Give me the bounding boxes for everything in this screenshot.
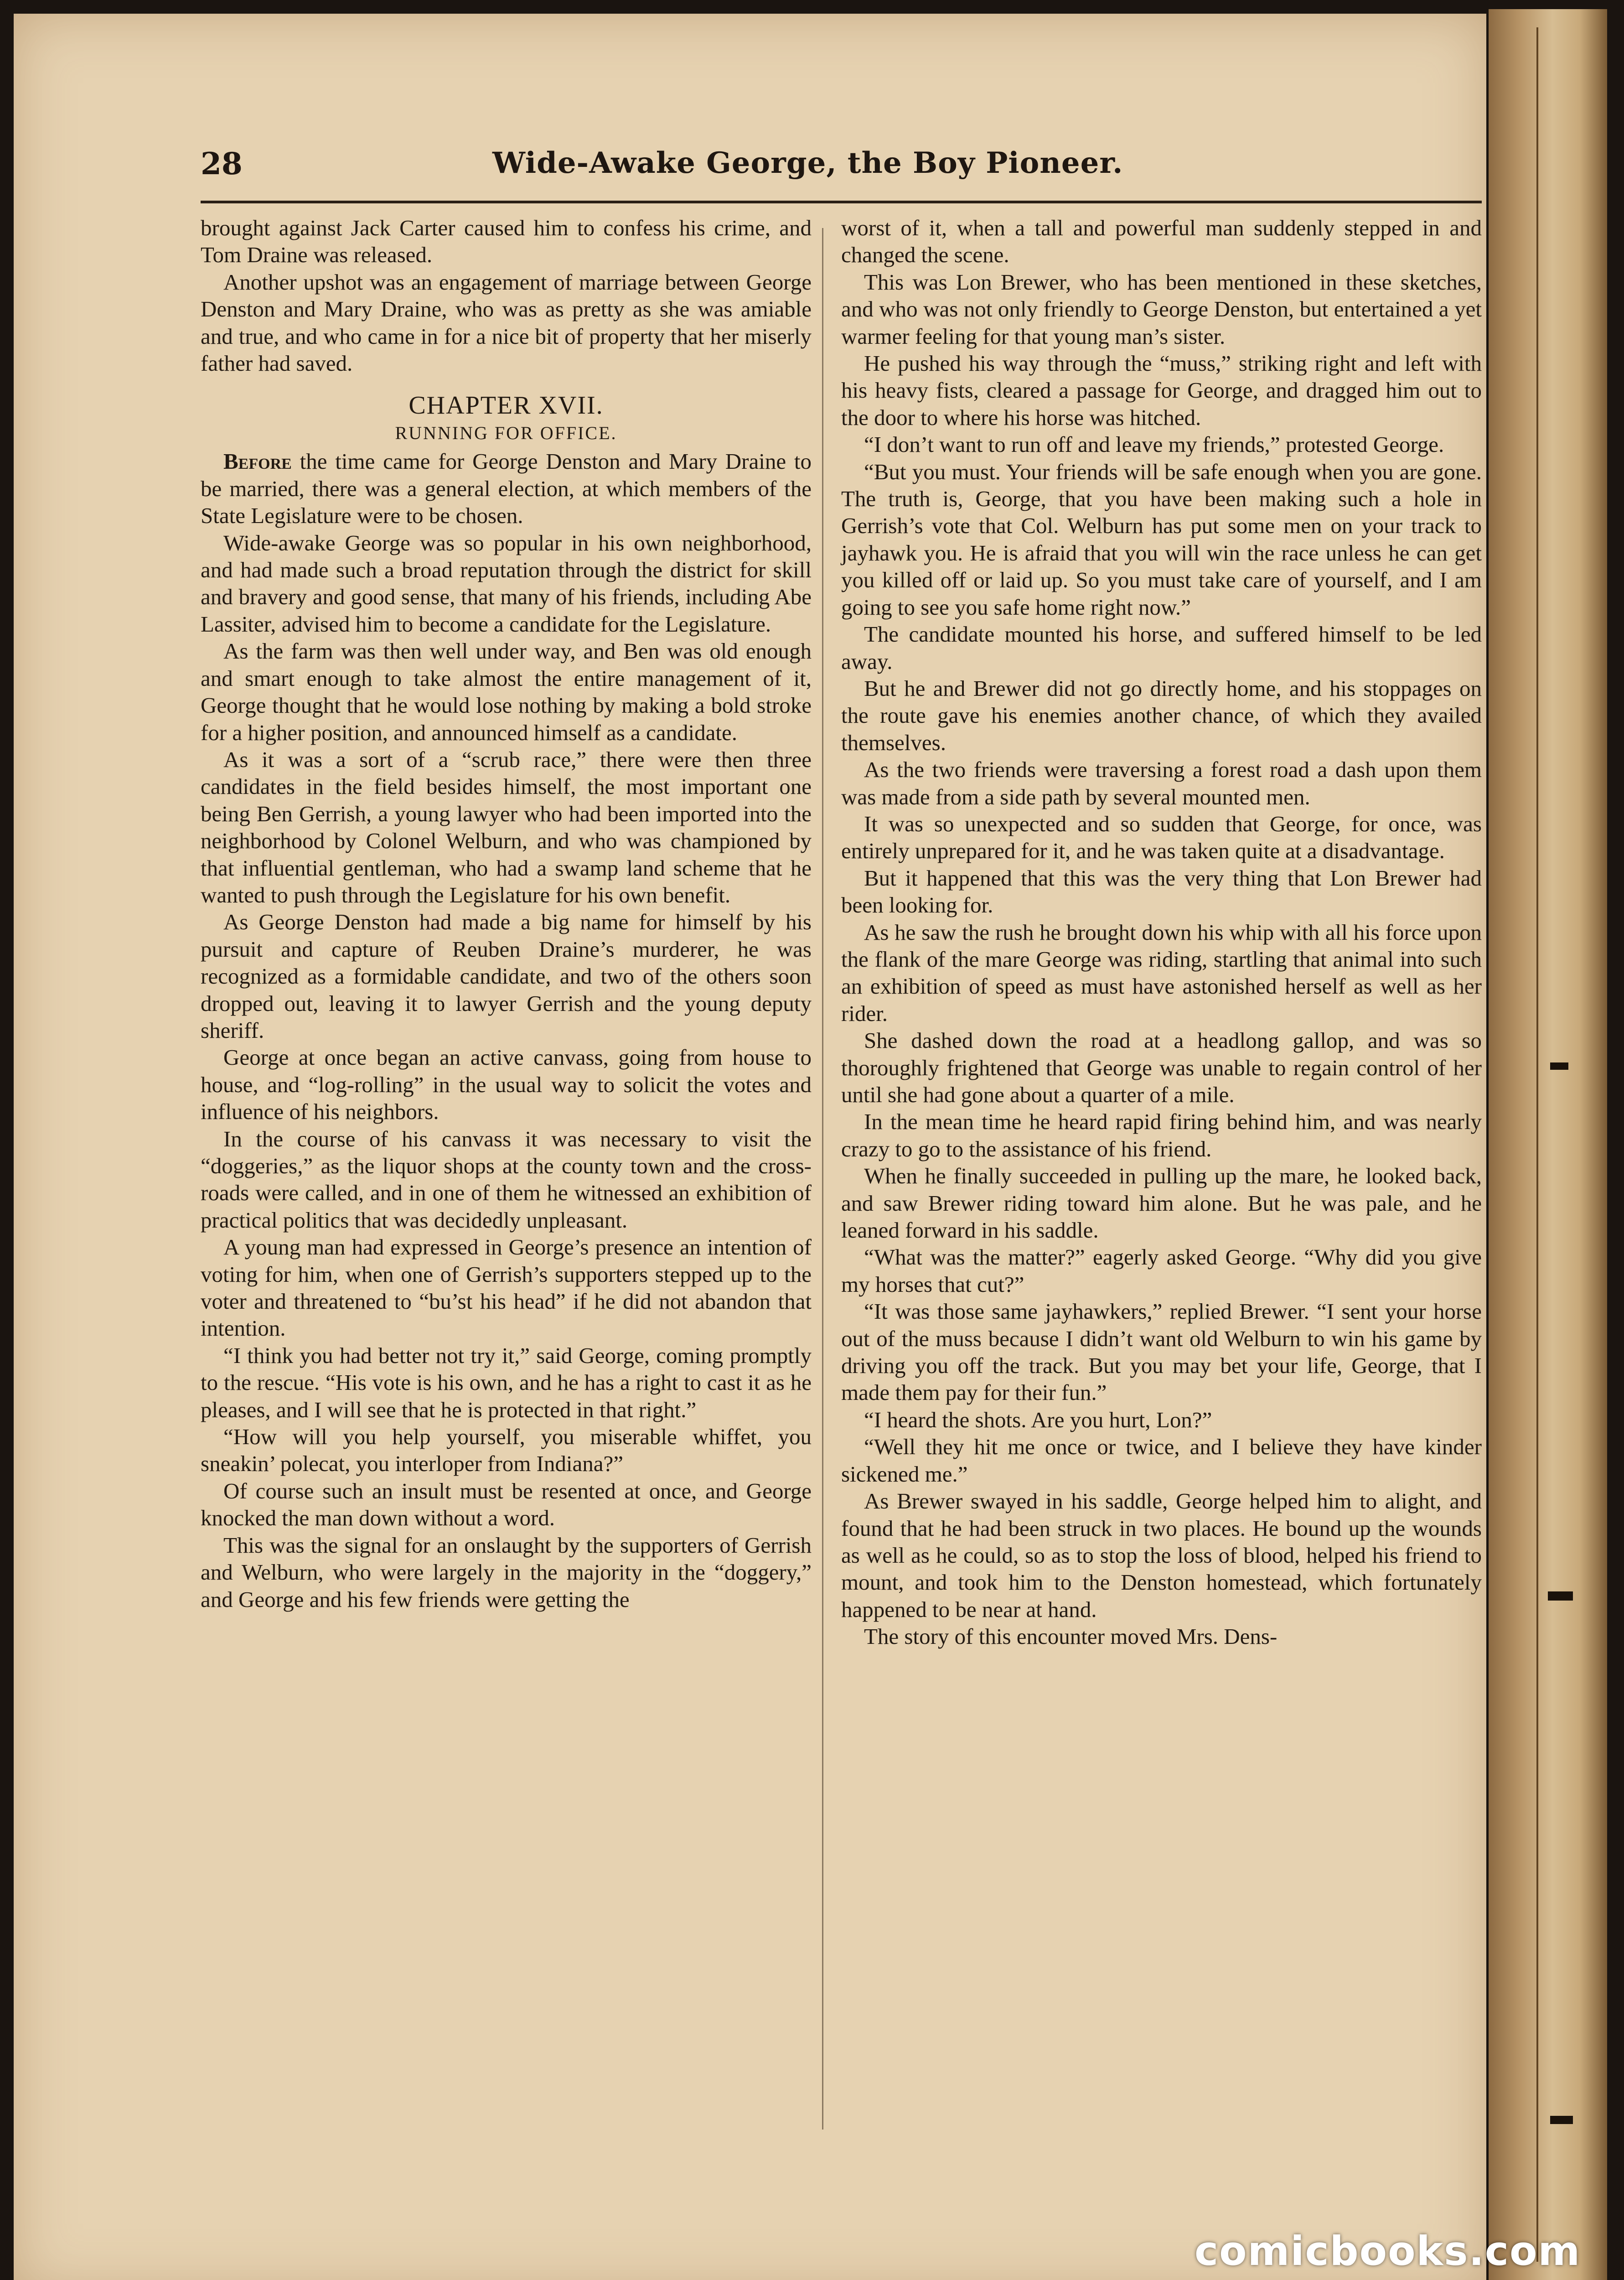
- paragraph: “How will you help yourself, you miserable whiffet, you sneakin’ polecat, you interloper from Indiana?”: [201, 1424, 812, 1477]
- paragraph: “I heard the shots. Are you hurt, Lon?”: [864, 1407, 1212, 1432]
- paragraph: It was so unexpected and so sudden that George, for once, was entirely unprepared for it, and he was taken quite at a disadvantage.: [841, 811, 1482, 864]
- paragraph: Another upshot was an engagement of marriage between George Denston and Mary Draine, who was as pretty as she was amiable and true, and who came in for a nice bit of property that her miserly father had saved.: [201, 269, 812, 376]
- paragraph: “I don’t want to run off and leave my friends,” protested George.: [864, 432, 1444, 457]
- paragraph: worst of it, when a tall and powerful man suddenly stepped in and changed the scene.: [841, 215, 1482, 268]
- paragraph: He pushed his way through the “muss,” striking right and left with his heavy fists, cleared a passage for George, and dragged him out to the door to where his horse was hitched.: [841, 351, 1482, 430]
- paragraph: This was Lon Brewer, who has been mentioned in these sketches, and who was not only friendly to George Denston, but entertained a yet warmer feeling for that young man’s sister.: [841, 269, 1482, 349]
- binding-stitch: [1550, 2116, 1573, 2124]
- fold-line: [1536, 27, 1538, 2262]
- paragraph: “It was those same jayhawkers,” replied Brewer. “I sent your horse out of the muss because I didn’t want old Welburn to win his game by driving you off the track. But you may bet your life, George, that I made them pay for their fun.”: [841, 1299, 1482, 1405]
- paragraph: As he saw the rush he brought down his whip with all his force upon the flank of the mare George was riding, startling that animal into such an exhibition of speed as must have astonished herself as well as her rider.: [841, 919, 1482, 1026]
- paragraph: [201, 448, 812, 529]
- drop-lead: Before: [223, 449, 292, 474]
- paragraph: This was the signal for an onslaught by the supporters of Gerrish and Welburn, who were largely in the majority in the “doggery,” and George and his few friends were getting the: [201, 1532, 812, 1612]
- paragraph: “What was the matter?” eagerly asked George. “Why did you give my horses that cut?”: [841, 1244, 1482, 1297]
- paragraph: Wide-awake George was so popular in his own neighborhood, and had made such a broad reputation through the district for skill and bravery and good sense, that many of his friends, including Abe Lassiter, advised him to become a candidate for the Legislature.: [201, 530, 812, 637]
- header-rule: [201, 201, 1482, 203]
- chapter-title: CHAPTER XVII.: [409, 391, 604, 420]
- paragraph: The candidate mounted his horse, and suffered himself to be led away.: [841, 622, 1482, 674]
- column-divider: [822, 228, 823, 2130]
- paragraph: A young man had expressed in George’s presence an intention of voting for him, when one of Gerrish’s supporters stepped up to the voter and threatened to “bu’st his head” if he did not abandon that intention.: [201, 1234, 812, 1341]
- binding-stitch: [1548, 1591, 1573, 1601]
- paragraph: As the two friends were traversing a forest road a dash upon them was made from a side path by several mounted men.: [841, 757, 1482, 809]
- paragraph: “Well they hit me once or twice, and I believe they have kinder sickened me.”: [841, 1434, 1482, 1487]
- page-number: 28: [201, 146, 243, 181]
- running-title: Wide-Awake George, the Boy Pioneer.: [492, 146, 1123, 180]
- paragraph: “But you must. Your friends will be safe enough when you are gone. The truth is, George, that you have been making such a hole in Gerrish’s vote that Col. Welburn has put some men on your track to jayhawk you. He is afraid that you will win the race unless he can get you killed off or laid up. So you must take care of yourself, and I am going to see you safe home right now.”: [841, 459, 1482, 620]
- paragraph: But he and Brewer did not go directly home, and his stoppages on the route gave his enemies another chance, of which they availed themselves.: [841, 675, 1482, 755]
- binding-edge: [1489, 9, 1607, 2280]
- paragraph: In the mean time he heard rapid firing behind him, and was nearly crazy to go to the assistance of his friend.: [841, 1109, 1482, 1161]
- paragraph: She dashed down the road at a headlong gallop, and was so thoroughly frightened that George was unable to regain control of her until she had gone about a quarter of a mile.: [841, 1028, 1482, 1107]
- binding-stitch: [1550, 1062, 1568, 1070]
- paragraph: brought against Jack Carter caused him to confess his crime, and Tom Draine was released.: [201, 215, 812, 268]
- chapter-subtitle: RUNNING FOR OFFICE.: [395, 423, 617, 444]
- paragraph: The story of this encounter moved Mrs. Dens-: [864, 1624, 1277, 1649]
- paragraph: “I think you had better not try it,” said George, coming promptly to the rescue. “His vote is his own, and he has a right to cast it as he pleases, and I will see that he is protected in that right.”: [201, 1342, 812, 1422]
- paragraph: As the farm was then well under way, and Ben was old enough and smart enough to take almost the entire management of it, George thought that he would lose nothing by making a bold stroke for a higher position, and announced himself as a candidate.: [201, 638, 812, 745]
- paragraph: As Brewer swayed in his saddle, George helped him to alight, and found that he had been struck in two places. He bound up the wounds as well as he could, so as to stop the loss of blood, helped his friend to mount, and took him to the Denston homestead, which fortunately happened to be near at hand.: [841, 1488, 1482, 1622]
- paragraph: When he finally succeeded in pulling up the mare, he looked back, and saw Brewer riding toward him alone. But he was pale, and he leaned forward in his saddle.: [841, 1163, 1482, 1243]
- paragraph: Of course such an insult must be resented at once, and George knocked the man down without a word.: [201, 1478, 812, 1531]
- watermark: comicbooks.com: [1195, 2228, 1581, 2275]
- right-column: [841, 214, 1482, 1650]
- left-column: [201, 214, 812, 1613]
- paragraph: As it was a sort of a “scrub race,” there were then three candidates in the field besides himself, the most important one being Ben Gerrish, a young lawyer who had been imported into the neighborhood by Colonel Welburn, and who was championed by that influential gentleman, who had a swamp land scheme that he wanted to push through the Legislature for his own benefit.: [201, 746, 812, 907]
- paragraph-text: the time came for George Denston and Mary Draine to be married, there was a general election, at which members of the State Legislature were to be chosen.: [201, 449, 812, 529]
- paragraph: George at once began an active canvass, going from house to house, and “log-rolling” in the usual way to solicit the votes and influence of his neighbors.: [201, 1045, 812, 1124]
- page-header: [201, 146, 1482, 201]
- paragraph: As George Denston had made a big name for himself by his pursuit and capture of Reuben Draine’s murderer, he was recognized as a formidable candidate, and two of the others soon dropped out, leaving it to lawyer Gerrish and the young deputy sheriff.: [201, 909, 812, 1043]
- paragraph: In the course of his canvass it was necessary to visit the “doggeries,” as the liquor shops at the county town and the cross-roads were called, and in one of them he witnessed an exhibition of practical politics that was decidedly unpleasant.: [201, 1126, 812, 1233]
- paragraph: But it happened that this was the very thing that Lon Brewer had been looking for.: [841, 865, 1482, 918]
